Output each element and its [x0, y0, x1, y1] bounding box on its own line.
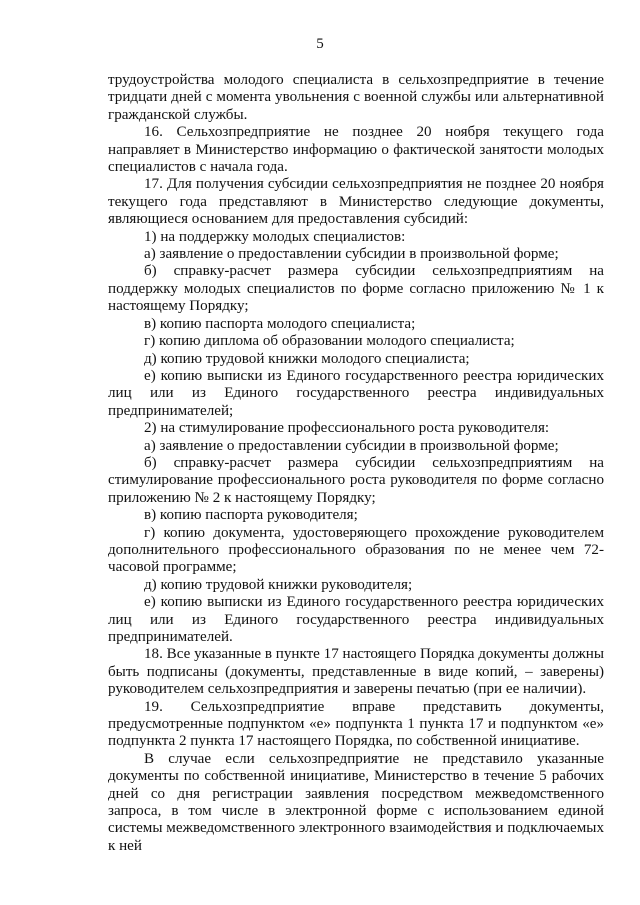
document-body	[108, 72, 604, 855]
paragraph: б) справку-расчет размера субсидии сельхозпредприятиям на стимулирование профессионального роста руководителя по форме согласно приложению № 2 к настоящему Порядку;	[108, 454, 604, 506]
paragraph: б) справку-расчет размера субсидии сельхозпредприятиям на поддержку молодых специалистов по форме согласно приложению № 1 к настоящему Порядку;	[108, 263, 604, 315]
paragraph: д) копию трудовой книжки молодого специалиста;	[144, 350, 470, 367]
paragraph: е) копию выписки из Единого государственного реестра юридических лиц или из Единого государственного реестра индивидуальных предпринимателей.	[108, 594, 604, 645]
page-number: 5	[316, 36, 324, 52]
paragraph: г) копию документа, удостоверяющего прохождение руководителем дополнительного профессионального образования по не менее чем 72-часовой программе;	[108, 524, 604, 576]
paragraph: 18. Все указанные в пункте 17 настоящего Порядка документы должны быть подписаны (документы, представленные в виде копий, – заверены) руководителем сельхозпредприятия и заверены печатью (при ее наличии).	[108, 646, 604, 698]
paragraph: В случае если сельхозпредприятие не представило указанные документы по собственной инициативе, Министерство в течение 5 рабочих дней со дня регистрации заявления посредством межведомственного запроса, в том числе в электронной форме с использованием единой системы межведомственного электронного взаимодействия и подключаемых к ней	[108, 750, 604, 854]
paragraph: 19. Сельхозпредприятие вправе представить документы, предусмотренные подпунктом «е» подпункта 1 пункта 17 и подпунктом «е» подпункта 2 пункта 17 настоящего Порядка, по собственной инициативе.	[108, 698, 604, 750]
paragraph: в) копию паспорта молодого специалиста;	[144, 315, 416, 332]
paragraph: а) заявление о предоставлении субсидии в произвольной форме;	[144, 246, 559, 263]
paragraph: 2) на стимулирование профессионального роста руководителя:	[144, 420, 550, 437]
paragraph: 16. Сельхозпредприятие не позднее 20 ноября текущего года направляет в Министерство информацию о фактической занятости молодых специалистов с начала года.	[108, 124, 604, 176]
paragraph: 1) на поддержку молодых специалистов:	[144, 228, 406, 245]
paragraph: в) копию паспорта руководителя;	[144, 507, 358, 524]
paragraph: 17. Для получения субсидии сельхозпредприятия не позднее 20 ноября текущего года представляют в Министерство следующие документы, являющиеся основанием для предоставления субсидий:	[108, 176, 604, 228]
paragraph: е) копию выписки из Единого государственного реестра юридических лиц или из Единого государственного реестра индивидуальных предпринимателей;	[108, 367, 604, 419]
paragraph: трудоустройства молодого специалиста в сельхозпредприятие в течение тридцати дней с момента увольнения с военной службы или альтернативной гражданской службы.	[108, 72, 604, 123]
paragraph: г) копию диплома об образовании молодого специалиста;	[144, 333, 515, 350]
paragraph: а) заявление о предоставлении субсидии в произвольной форме;	[144, 437, 559, 454]
paragraph: д) копию трудовой книжки руководителя;	[144, 576, 413, 593]
